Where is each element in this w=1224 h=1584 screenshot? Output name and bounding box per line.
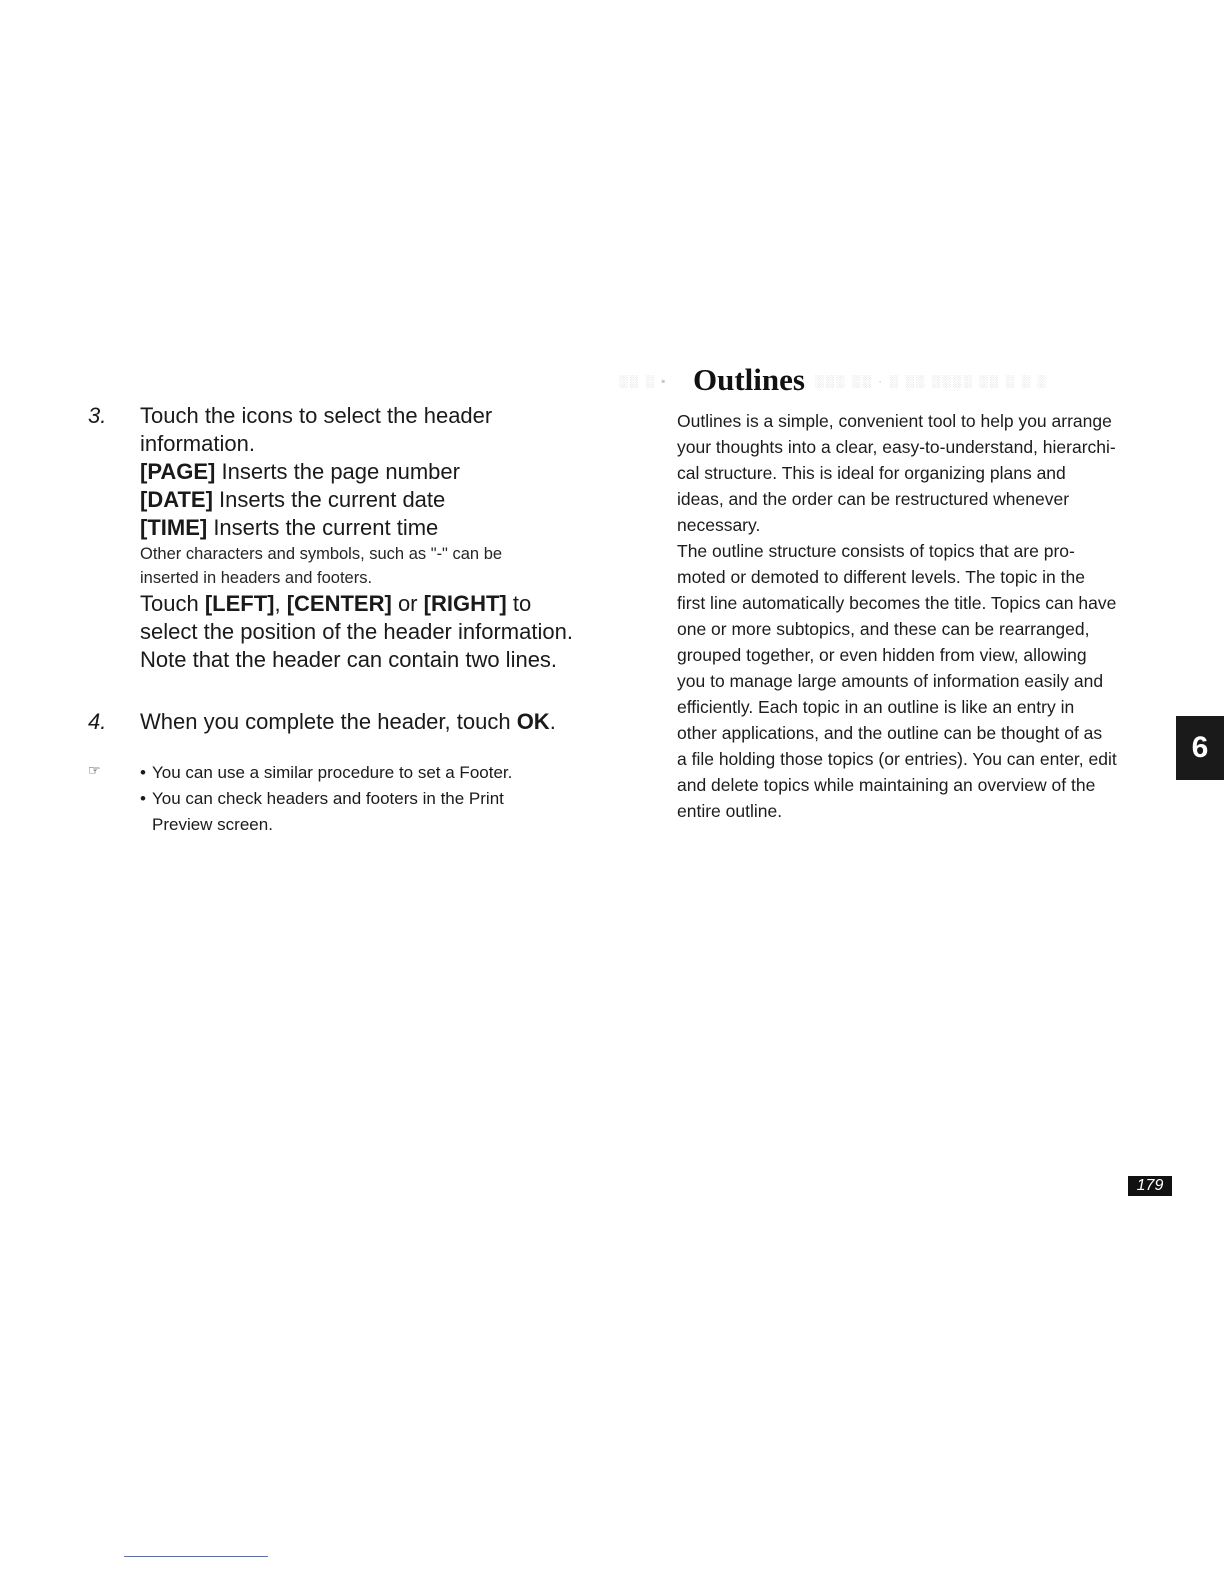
- step-4: [88, 708, 588, 736]
- text-line: a file holding those topics (or entries). You can enter, edit: [677, 749, 1117, 769]
- text-line: efficiently. Each topic in an outline is like an entry in: [677, 697, 1075, 717]
- pointing-hand-icon: ☞: [88, 763, 100, 779]
- step-4-text: [140, 708, 588, 736]
- text-line: grouped together, or even hidden from view, allowing: [677, 645, 1087, 665]
- bullet: •: [140, 763, 146, 782]
- other-chars-line-2: inserted in headers and footers.: [140, 569, 373, 587]
- text-line: necessary.: [677, 515, 761, 535]
- text-line: Outlines is a simple, convenient tool to help you arrange: [677, 411, 1112, 431]
- left-column: [88, 402, 588, 838]
- text-line: first line automatically becomes the title. Topics can have: [677, 593, 1117, 613]
- date-key: [DATE]: [140, 487, 213, 512]
- touch-pre: Touch: [140, 591, 205, 616]
- step-4-period: .: [549, 709, 556, 734]
- text-line: your thoughts into a clear, easy-to-understand, hierarchi-: [677, 437, 1116, 457]
- heading-decoration: ░░░ ░░ · ░ ░░ ░░░░ ░░ ░ ░ ░: [815, 374, 1048, 388]
- page-desc: Inserts the page number: [215, 459, 460, 484]
- date-desc: Inserts the current date: [212, 487, 446, 512]
- bullet: •: [140, 789, 146, 808]
- section-heading-row: [619, 360, 1179, 400]
- note-item-preview-cont: Preview screen.: [152, 815, 273, 834]
- step-number: 3.: [88, 403, 107, 428]
- step-4-instruction: When you complete the header, touch: [140, 709, 517, 734]
- page-number: 179: [1128, 1176, 1172, 1196]
- right-column: [619, 360, 1177, 824]
- text-line: entire outline.: [677, 801, 783, 821]
- step-number: 4.: [88, 709, 107, 734]
- note-item-preview: [140, 786, 588, 812]
- text-line: one or more subtopics, and these can be rearranged,: [677, 619, 1090, 639]
- touch-position-line: [140, 590, 588, 618]
- two-lines-note: Note that the header can contain two lines.: [140, 647, 558, 672]
- text-line: other applications, and the outline can be thought of as: [677, 723, 1103, 743]
- note-text: You can check headers and footers in the Print: [152, 789, 504, 808]
- notes-block: [88, 760, 588, 838]
- date-option: [140, 486, 588, 514]
- or-word: or: [391, 591, 424, 616]
- step-3: [88, 402, 588, 674]
- time-key: [TIME]: [140, 515, 208, 540]
- left-key: [LEFT]: [204, 591, 275, 616]
- text-line: moted or demoted to different levels. The topic in the: [677, 567, 1085, 587]
- text-line: you to manage large amounts of information easily and: [677, 671, 1104, 691]
- time-option: [140, 514, 588, 542]
- paragraph-2: [677, 538, 1169, 824]
- ok-key: OK: [516, 709, 550, 734]
- outlines-body: [677, 408, 1169, 824]
- step-3-intro-line-1: Touch the icons to select the header: [140, 403, 493, 428]
- heading-decoration: ░░ ░ ▪: [619, 374, 668, 388]
- text-line: ideas, and the order can be restructured whenever: [677, 489, 1070, 509]
- time-desc: Inserts the current time: [207, 515, 439, 540]
- chapter-tab: 6: [1176, 716, 1224, 780]
- comma: ,: [274, 591, 287, 616]
- note-text: You can use a similar procedure to set a Footer.: [152, 763, 513, 782]
- note-item-footer: [140, 760, 588, 786]
- other-chars-line-1: Other characters and symbols, such as "-" can be: [140, 545, 503, 563]
- text-line: cal structure. This is ideal for organizing plans and: [677, 463, 1066, 483]
- bottom-rule: [124, 1556, 268, 1557]
- step-3-intro-line-2: information.: [140, 431, 255, 456]
- touch-post: to: [506, 591, 532, 616]
- center-key: [CENTER]: [286, 591, 392, 616]
- text-line: The outline structure consists of topics that are pro-: [677, 541, 1075, 561]
- select-position-line: select the position of the header information.: [140, 619, 573, 644]
- right-key: [RIGHT]: [423, 591, 507, 616]
- page-key: [PAGE]: [140, 459, 216, 484]
- section-heading: Outlines: [693, 362, 805, 397]
- paragraph-1: [677, 408, 1169, 538]
- page-option: [140, 458, 588, 486]
- text-line: and delete topics while maintaining an overview of the: [677, 775, 1096, 795]
